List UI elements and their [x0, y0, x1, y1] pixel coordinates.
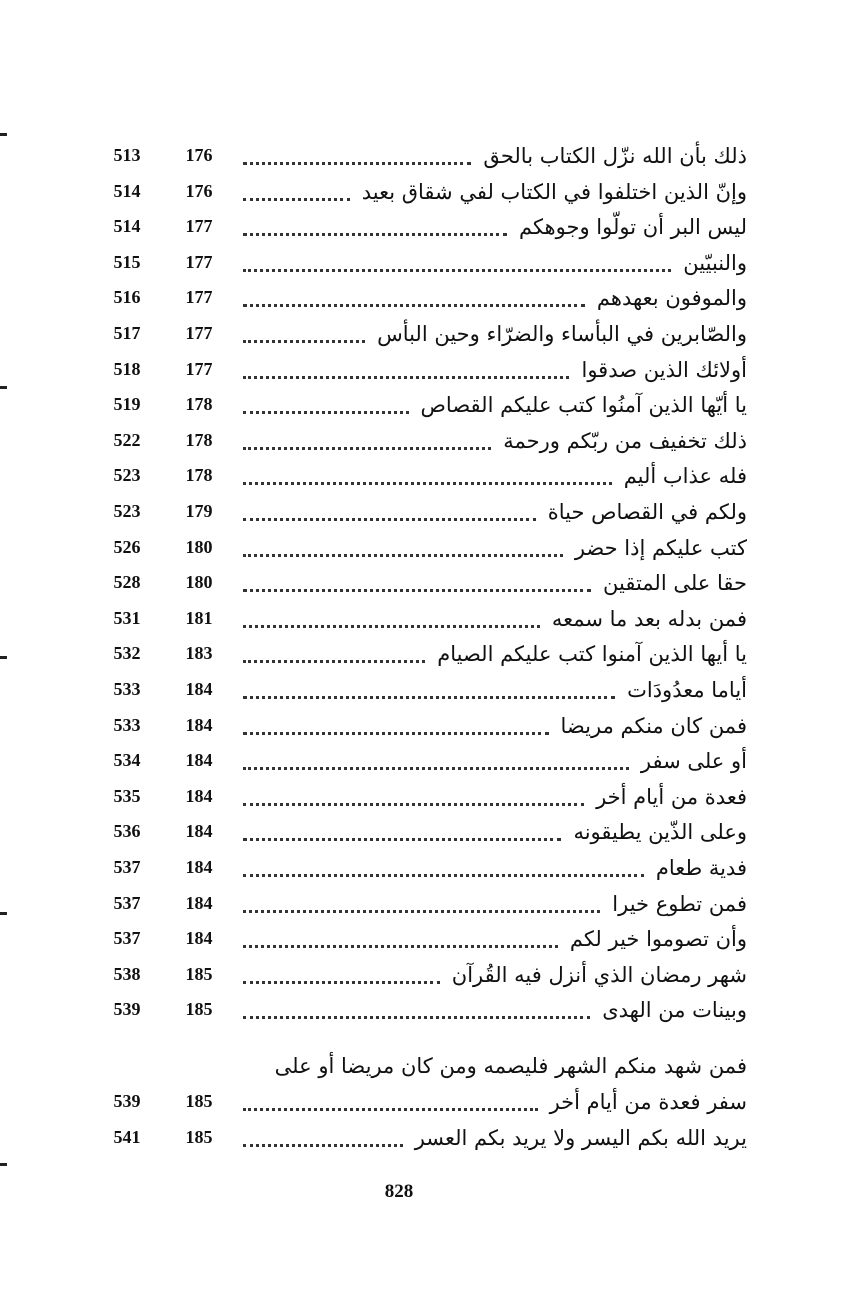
entry-page-number: 517: [113, 323, 141, 343]
entry-verse-number: 178: [185, 394, 213, 414]
entry-text: وأن تصوموا خير لكم: [569, 927, 747, 951]
entry-text-line2: سفر فعدة من أيام أخر: [549, 1090, 747, 1114]
index-entry: [0, 209, 842, 245]
entry-verse-number: 178: [185, 430, 213, 450]
entry-verse-number: 180: [185, 537, 213, 557]
entry-text: والموفون بعهدهم: [596, 286, 747, 310]
dot-leader: [243, 577, 591, 592]
entry-page-number: 514: [113, 181, 141, 201]
entry-verse-number: 177: [185, 287, 213, 307]
dot-leader: [243, 542, 563, 557]
index-entry: [0, 423, 842, 459]
entry-text: وعلى الذّين يطيقونه: [573, 820, 747, 844]
dot-leader: [243, 150, 471, 165]
entry-text: يريد الله بكم اليسر ولا يريد بكم العسر: [414, 1126, 747, 1150]
entry-verse-number: 178: [185, 465, 213, 485]
entry-verse-number: 185: [185, 1127, 213, 1147]
dot-leader: [243, 221, 507, 236]
entry-text: أولائك الذين صدقوا: [581, 358, 747, 382]
entry-text: ولكم في القصاص حياة: [547, 500, 747, 524]
index-entry: [0, 530, 842, 566]
entry-verse-number: 184: [185, 857, 213, 877]
index-entry: [0, 387, 842, 423]
entry-text: يا أيها الذين آمنوا كتب عليكم الصيام: [437, 642, 747, 666]
entry-text: ليس البر أن تولّوا وجوهكم: [518, 215, 747, 239]
entry-page-number: 523: [113, 501, 141, 521]
dot-leader: [243, 1132, 403, 1147]
entry-page-number: 513: [113, 145, 141, 165]
entry-text: أياما معدُودَات: [627, 678, 747, 702]
entry-text: شهر رمضان الذي أنزل فيه القُرآن: [451, 963, 747, 987]
dot-leader: [243, 435, 491, 450]
index-entry: [0, 992, 842, 1028]
entry-page-number: 526: [113, 537, 141, 557]
index-entry: [0, 850, 842, 886]
index-entry: [0, 458, 842, 494]
entry-text: فمن تطوع خيرا: [612, 892, 747, 916]
index-entry: [0, 814, 842, 850]
entry-text: يا أيّها الذين آمنُوا كتب عليكم القصاص: [420, 393, 747, 417]
index-entry: [0, 886, 842, 922]
dot-leader: [243, 613, 540, 628]
entry-verse-number: 177: [185, 359, 213, 379]
dot-leader: [243, 399, 409, 414]
entry-page-number: 532: [113, 643, 141, 663]
entry-page-number: 537: [113, 928, 141, 948]
entry-text: فمن كان منكم مريضا: [560, 714, 747, 738]
entry-verse-number: 180: [185, 572, 213, 592]
entry-text: فعدة من أيام أخر: [596, 785, 747, 809]
entry-verse-number: 176: [185, 181, 213, 201]
index-entry: [0, 779, 842, 815]
index-entry: [0, 957, 842, 993]
index-entry: [0, 174, 842, 210]
margin-mark: [0, 1163, 7, 1166]
entry-page-number: 533: [113, 715, 141, 735]
index-entry-multiline-end: [0, 1084, 842, 1120]
entry-verse-number: 176: [185, 145, 213, 165]
dot-leader: [243, 898, 600, 913]
entry-page-number: 539: [113, 1091, 141, 1111]
dot-leader: [243, 720, 549, 735]
index-entry: [0, 708, 842, 744]
entry-page-number: 534: [113, 750, 141, 770]
entry-page-number: 535: [113, 786, 141, 806]
entry-page-number: 515: [113, 252, 141, 272]
entry-page-number: 537: [113, 857, 141, 877]
entry-page-number: 537: [113, 893, 141, 913]
entry-page-number: 514: [113, 216, 141, 236]
entry-verse-number: 184: [185, 821, 213, 841]
index-entry: [0, 316, 842, 352]
dot-leader: [243, 1096, 538, 1111]
entry-page-number: 528: [113, 572, 141, 592]
entry-text: وإنّ الذين اختلفوا في الكتاب لفي شقاق بعيد: [361, 180, 747, 204]
index-entry: [0, 743, 842, 779]
dot-leader: [243, 292, 585, 307]
entry-page-number: 523: [113, 465, 141, 485]
index-entry: [0, 921, 842, 957]
entry-verse-number: 184: [185, 679, 213, 699]
entry-verse-number: 185: [185, 999, 213, 1019]
dot-leader: [243, 1004, 590, 1019]
dot-leader: [243, 684, 615, 699]
entry-page-number: 519: [113, 394, 141, 414]
entry-verse-number: 177: [185, 252, 213, 272]
dot-leader: [243, 186, 350, 201]
entry-text: ذلك تخفيف من ربّكم ورحمة: [503, 429, 747, 453]
entry-verse-number: 179: [185, 501, 213, 521]
dot-leader: [243, 328, 365, 343]
entry-page-number: 539: [113, 999, 141, 1019]
dot-leader: [243, 470, 612, 485]
entry-page-number: 516: [113, 287, 141, 307]
entry-page-number: 518: [113, 359, 141, 379]
index-entry: [0, 601, 842, 637]
entry-verse-number: 184: [185, 715, 213, 735]
dot-leader: [243, 755, 629, 770]
index-entry: [0, 565, 842, 601]
entry-verse-number: 185: [185, 1091, 213, 1111]
entry-verse-number: 185: [185, 964, 213, 984]
entry-verse-number: 184: [185, 928, 213, 948]
entry-text: والصّابرين في البأساء والضرّاء وحين البأس: [377, 322, 747, 346]
dot-leader: [243, 791, 584, 806]
entry-page-number: 536: [113, 821, 141, 841]
entry-text: فدية طعام: [655, 856, 747, 880]
dot-leader: [243, 933, 558, 948]
entry-verse-number: 183: [185, 643, 213, 663]
index-entry: [0, 280, 842, 316]
entry-page-number: 533: [113, 679, 141, 699]
entry-text: حقا على المتقين: [603, 571, 747, 595]
index-entry: [0, 352, 842, 388]
dot-leader: [243, 862, 644, 877]
dot-leader: [243, 506, 536, 521]
margin-mark: [0, 133, 7, 136]
entry-text: فله عذاب أليم: [623, 464, 747, 488]
entry-verse-number: 177: [185, 323, 213, 343]
index-entry: [0, 636, 842, 672]
entry-text: كتب عليكم إذا حضر: [574, 536, 747, 560]
entry-page-number: 531: [113, 608, 141, 628]
entry-verse-number: 181: [185, 608, 213, 628]
entry-verse-number: 184: [185, 893, 213, 913]
entry-page-number: 522: [113, 430, 141, 450]
dot-leader: [243, 364, 569, 379]
index-entry: [0, 245, 842, 281]
entry-verse-number: 177: [185, 216, 213, 236]
page-number: 828: [384, 1181, 414, 1202]
entry-verse-number: 184: [185, 750, 213, 770]
index-entry: [0, 1120, 842, 1156]
dot-leader: [243, 826, 561, 841]
entry-text: والنبيّين: [683, 251, 747, 275]
dot-leader: [243, 969, 440, 984]
entry-text: وبينات من الهدى: [602, 998, 747, 1022]
dot-leader: [243, 257, 671, 272]
entry-text: ذلك بأن الله نزّل الكتاب بالحق: [483, 144, 747, 168]
index-entry: [0, 494, 842, 530]
entry-text-line1: فمن شهد منكم الشهر فليصمه ومن كان مريضا أو على: [274, 1054, 747, 1078]
entry-page-number: 538: [113, 964, 141, 984]
entry-verse-number: 184: [185, 786, 213, 806]
index-entry: [0, 672, 842, 708]
entry-text: فمن بدله بعد ما سمعه: [551, 607, 747, 631]
dot-leader: [243, 648, 425, 663]
entry-text: أو على سفر: [640, 749, 747, 773]
entry-page-number: 541: [113, 1127, 141, 1147]
index-entry: [0, 138, 842, 174]
